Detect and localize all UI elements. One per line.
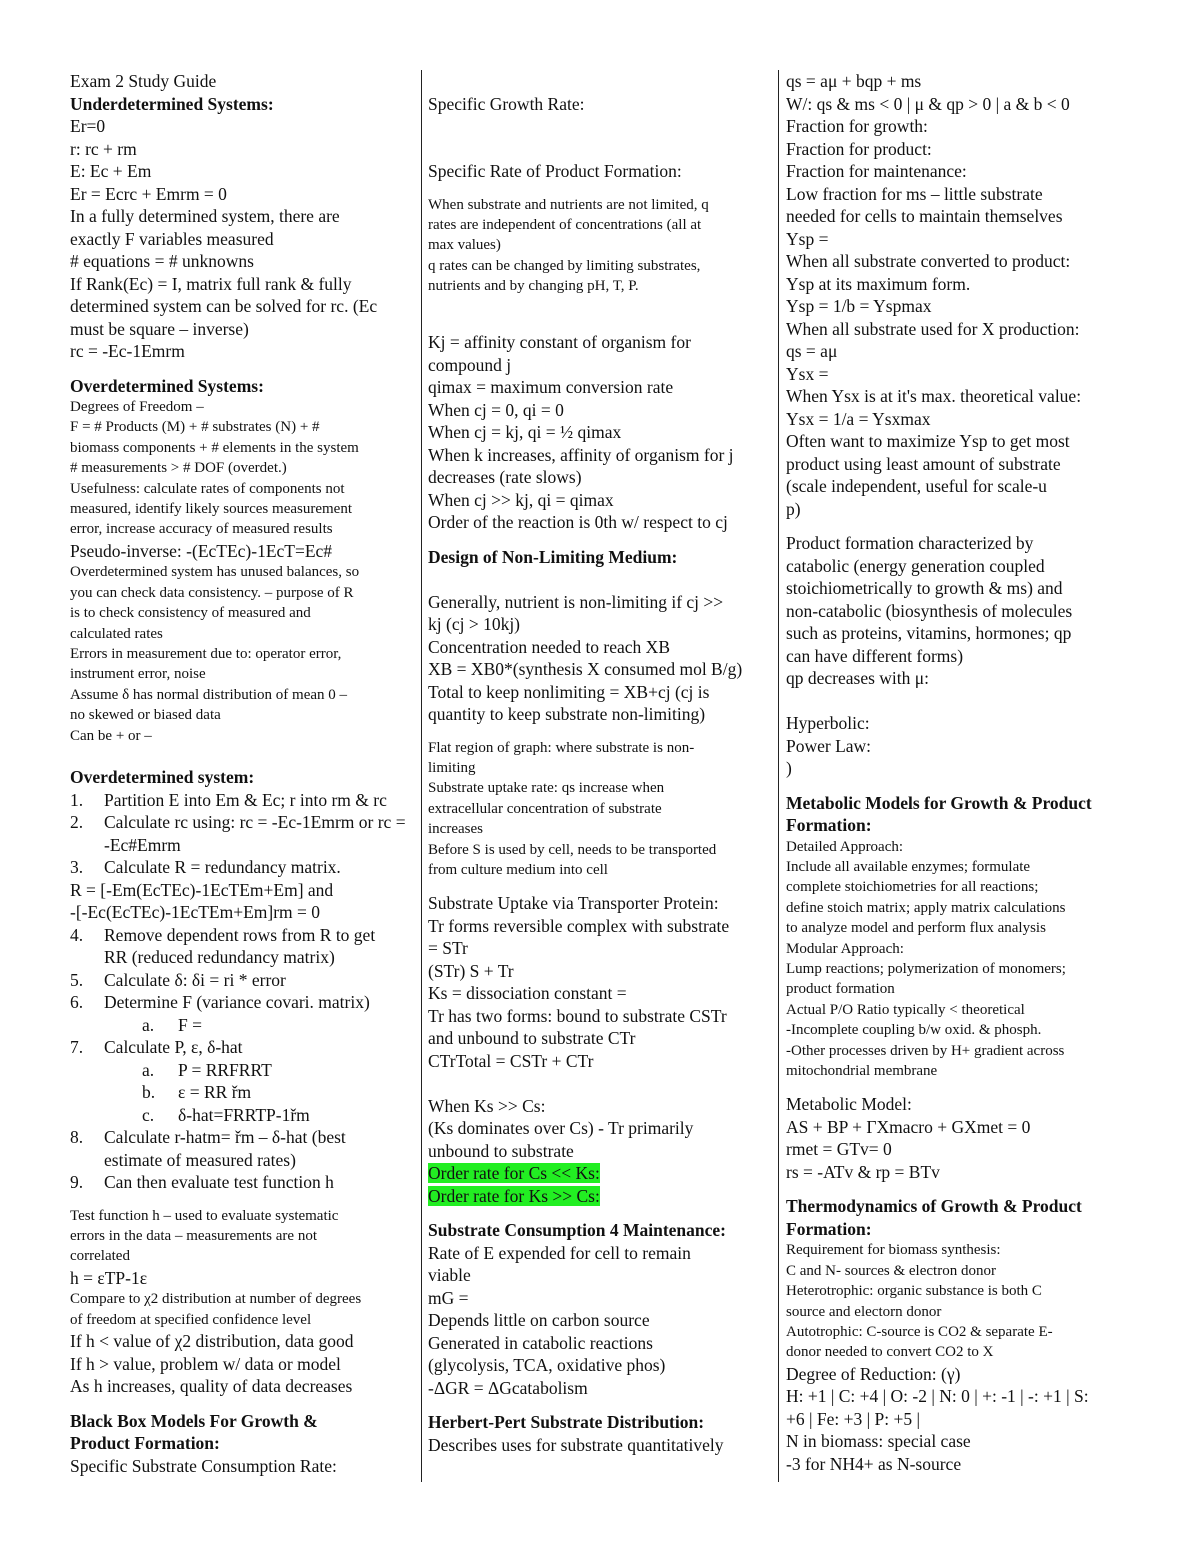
text-line: Ysx = 1/a = Ysxmax: [786, 408, 931, 429]
highlighted-line: [428, 1162, 770, 1185]
note-line: biomass components + # elements in the system: [70, 439, 359, 456]
text-line: # equations = # unknowns: [70, 251, 254, 271]
list-item-text: Calculate δ: δi = ri * error: [104, 969, 286, 990]
highlight-text: Order rate for Cs << Ks:: [428, 1163, 600, 1184]
text-line: When all substrate converted to product:: [786, 251, 1071, 271]
list-number: 3.: [70, 857, 84, 877]
text-line: mG =: [428, 1287, 469, 1308]
text-line: and unbound to substrate CTr: [428, 1028, 636, 1049]
list-number: 2.: [70, 812, 84, 832]
note-line: nutrients and by changing pH, T, P.: [428, 278, 639, 295]
list-item: [70, 1059, 415, 1082]
text-line: Ks = dissociation constant =: [428, 983, 627, 1004]
note-line: extracellular concentration of substrate: [428, 800, 662, 817]
note-line: Detailed Approach:: [786, 838, 904, 855]
text-line: When cj = kj, qi = ½ qimax: [428, 422, 622, 443]
text-line: W/: qs & ms < 0 | μ & qp > 0 | a & b < 0: [786, 93, 1070, 114]
text-line: (Ks dominates over Cs) - Tr primarily: [428, 1118, 694, 1139]
list-item: [70, 924, 415, 947]
section-heading: Substrate Consumption 4 Maintenance:: [428, 1220, 727, 1241]
blank-line: [428, 1072, 770, 1095]
list-number: 9.: [70, 1172, 84, 1192]
text-line: qs = aμ: [786, 341, 838, 361]
note-line: instrument error, noise: [70, 666, 206, 683]
text-line: Degree of Reduction: (γ): [786, 1363, 961, 1384]
text-line: In a fully determined system, there are: [70, 206, 340, 226]
list-item: [70, 1104, 415, 1127]
text-line: Er = Ecrc + Emrm = 0: [70, 183, 227, 204]
blank-line: [428, 115, 770, 138]
list-item: [70, 1081, 415, 1104]
text-line: Generated in catabolic reactions: [428, 1332, 653, 1353]
text-line: Tr forms reversible complex with substrate: [428, 915, 730, 936]
section-heading: Underdetermined Systems:: [70, 93, 274, 114]
note-line: Compare to χ2 distribution at number of degrees: [70, 1291, 362, 1308]
text-line: (STr) S + Tr: [428, 960, 514, 981]
list-item-text: δ-hat=FRRTP-1řm: [178, 1104, 310, 1125]
column-3: [786, 70, 1132, 1475]
text-line: rc = -Ec-1Emrm: [70, 341, 185, 361]
text-line: such as proteins, vitamins, hormones; qp: [786, 623, 1072, 643]
text-line: As h increases, quality of data decreases: [70, 1376, 353, 1397]
note-line: increases: [428, 821, 483, 838]
list-item-text: Determine F (variance covari. matrix): [104, 992, 370, 1012]
text-line: If h < value of χ2 distribution, data good: [70, 1331, 354, 1352]
note-line: limiting: [428, 759, 476, 776]
note-line: Can be + or –: [70, 727, 152, 744]
list-number: b.: [142, 1082, 156, 1102]
list-continuation: [70, 1149, 415, 1172]
list-item-text: estimate of measured rates): [104, 1149, 296, 1170]
text-line: unbound to substrate: [428, 1140, 574, 1161]
note-line: define stoich matrix; apply matrix calculations: [786, 899, 1066, 916]
text-line: rmet = GTv= 0: [786, 1139, 892, 1160]
note-line: Before S is used by cell, needs to be transported: [428, 841, 717, 858]
text-line: Fraction for product:: [786, 138, 932, 159]
text-line: Order of the reaction is 0th w/ respect to cj: [428, 512, 728, 533]
list-continuation: [70, 946, 415, 969]
note-line: -Incomplete coupling b/w oxid. & phosph.: [786, 1022, 1042, 1039]
note-line: # measurements > # DOF (overdet.): [70, 460, 287, 477]
text-line: Power Law:: [786, 735, 872, 756]
blank-line: [428, 297, 770, 320]
note-line: Requirement for biomass synthesis:: [786, 1242, 1001, 1259]
text-line: rs = -ATv & rp = BTv: [786, 1161, 940, 1182]
list-item-text: P = RRFRRT: [178, 1059, 272, 1080]
text-line: kj (cj > 10kj): [428, 614, 521, 635]
text-line: +6 | Fe: +3 | P: +5 |: [786, 1408, 920, 1429]
text-line: CTrTotal = CSTr + CTr: [428, 1050, 594, 1071]
text-line: Low fraction for ms – little substrate: [786, 183, 1043, 204]
text-line: product using least amount of substrate: [786, 453, 1061, 474]
highlighted-line: [428, 1185, 770, 1208]
list-number: 5.: [70, 969, 84, 990]
list-number: a.: [142, 1059, 155, 1080]
note-line: Errors in measurement due to: operator error,: [70, 645, 342, 662]
list-item: [70, 1036, 415, 1059]
text-line: Product formation characterized by: [786, 533, 1034, 553]
text-line: Exam 2 Study Guide: [70, 71, 217, 91]
text-line: qimax = maximum conversion rate: [428, 377, 674, 398]
list-item: [70, 856, 415, 879]
text-line: H: +1 | C: +4 | O: -2 | N: 0 | +: -1 | -: +1 | S:: [786, 1386, 1089, 1407]
note-line: Substrate uptake rate: qs increase when: [428, 780, 665, 797]
section-heading: Thermodynamics of Growth & Product: [786, 1196, 1082, 1217]
text-line: must be square – inverse): [70, 318, 249, 339]
list-continuation: [70, 834, 415, 857]
note-line: Overdetermined system has unused balances, so: [70, 564, 360, 581]
text-line: Describes uses for substrate quantitatively: [428, 1434, 724, 1455]
note-line: Heterotrophic: organic substance is both C: [786, 1283, 1042, 1300]
text-line: catabolic (energy generation coupled: [786, 555, 1045, 576]
list-item: [70, 1171, 415, 1194]
text-line: quantity to keep substrate non-limiting): [428, 704, 706, 725]
text-line: Metabolic Model:: [786, 1094, 912, 1115]
text-line: Fraction for maintenance:: [786, 161, 967, 181]
text-line: (scale independent, useful for scale-u: [786, 476, 1047, 496]
text-line: Often want to maximize Ysp to get most: [786, 431, 1070, 451]
text-line: can have different forms): [786, 645, 964, 666]
note-line: Modular Approach:: [786, 940, 904, 957]
text-line: Ysp = 1/b = Yspmax: [786, 296, 932, 316]
text-line: Substrate Uptake via Transporter Protein:: [428, 893, 719, 914]
highlight-text: Order rate for Ks >> Cs:: [428, 1185, 600, 1206]
text-line: -[-Ec(EcTEc)-1EcTEm+Em]rm = 0: [70, 902, 321, 922]
list-item-text: -Ec#Emrm: [104, 834, 181, 855]
list-number: 1.: [70, 789, 84, 810]
text-line: = STr: [428, 938, 468, 959]
text-line: decreases (rate slows): [428, 467, 582, 488]
text-line: -ΔGR = ΔGcatabolism: [428, 1377, 588, 1398]
list-item-text: Calculate R = redundancy matrix.: [104, 857, 341, 877]
list-item: [70, 1126, 415, 1149]
blank-line: [786, 690, 1132, 713]
list-item: [70, 811, 415, 834]
text-line: Generally, nutrient is non-limiting if cj >>: [428, 591, 724, 612]
text-line: R = [-Em(EcTEc)-1EcTEm+Em] and: [70, 879, 334, 900]
note-line: C and N- sources & electron donor: [786, 1262, 996, 1279]
note-line: is to check consistency of measured and: [70, 605, 311, 622]
list-item-text: Partition E into Em & Ec; r into rm & rc: [104, 789, 387, 810]
list-item-text: Calculate P, ε, δ-hat: [104, 1037, 243, 1057]
text-line: Ysp =: [786, 228, 829, 249]
note-line: mitochondrial membrane: [786, 1062, 938, 1079]
list-item: [70, 789, 415, 812]
note-line: Autotrophic: C-source is CO2 & separate E-: [786, 1324, 1053, 1340]
list-item-text: Calculate r-hatm= řm – δ-hat (best: [104, 1127, 346, 1147]
list-number: 8.: [70, 1127, 84, 1147]
blank-line: [428, 568, 770, 591]
text-line: qs = aμ + bqp + ms: [786, 71, 922, 91]
text-line: AS + BP + ΓXmacro + GXmet = 0: [786, 1116, 1031, 1137]
text-line: When all substrate used for X production:: [786, 318, 1080, 339]
note-line: correlated: [70, 1248, 130, 1265]
text-line: Specific Rate of Product Formation:: [428, 161, 682, 181]
text-line: viable: [428, 1265, 471, 1286]
note-line: you can check data consistency. – purpose of R: [70, 584, 354, 601]
list-item-text: Remove dependent rows from R to get: [104, 924, 376, 945]
list-number: 4.: [70, 924, 84, 945]
list-item: [70, 991, 415, 1014]
list-item-text: RR (reduced redundancy matrix): [104, 947, 335, 967]
text-line: Er=0: [70, 116, 106, 136]
note-line: measured, identify likely sources measurement: [70, 501, 352, 518]
note-line: donor needed to convert CO2 to X: [786, 1344, 994, 1361]
text-line: ): [786, 758, 792, 778]
note-line: Include all available enzymes; formulate: [786, 858, 1031, 875]
list-item: [70, 1014, 415, 1037]
note-line: to analyze model and perform flux analysis: [786, 920, 1046, 937]
text-line: determined system can be solved for rc. (Ec: [70, 296, 378, 316]
text-line: Pseudo-inverse: -(EcTEc)-1EcT=Ec#: [70, 540, 333, 561]
section-heading: Herbert-Pert Substrate Distribution:: [428, 1412, 705, 1433]
list-item-text: ε = RR řm: [178, 1082, 252, 1102]
column-divider: [778, 70, 779, 1482]
text-line: When cj >> kj, qi = qimax: [428, 489, 614, 510]
text-line: qp decreases with μ:: [786, 668, 930, 688]
text-line: N in biomass: special case: [786, 1431, 971, 1452]
text-line: Kj = affinity constant of organism for: [428, 332, 691, 353]
list-item: [70, 969, 415, 992]
text-line: Ysx =: [786, 363, 829, 384]
note-line: Test function h – used to evaluate systematic: [70, 1207, 339, 1224]
list-number: a.: [142, 1014, 155, 1035]
text-line: compound j: [428, 354, 512, 375]
column-1: [70, 70, 415, 1477]
text-line: h = εTP-1ε: [70, 1267, 148, 1288]
text-line: Concentration needed to reach XB: [428, 636, 670, 657]
text-line: When k increases, affinity of organism for j: [428, 444, 734, 465]
text-line: Fraction for growth:: [786, 116, 928, 136]
note-line: calculated rates: [70, 625, 163, 642]
note-line: errors in the data – measurements are not: [70, 1227, 317, 1244]
note-line: rates are independent of concentrations (all at: [428, 216, 702, 233]
text-line: Depends little on carbon source: [428, 1310, 650, 1331]
text-line: r: rc + rm: [70, 138, 137, 159]
text-line: Total to keep nonlimiting = XB+cj (cj is: [428, 681, 710, 702]
note-line: source and electorn donor: [786, 1303, 942, 1320]
note-line: error, increase accuracy of measured results: [70, 521, 333, 538]
column-2: [428, 70, 770, 1456]
text-line: exactly F variables measured: [70, 228, 274, 249]
section-heading: Overdetermined Systems:: [70, 375, 264, 396]
blank-line: [428, 70, 770, 93]
note-line: product formation: [786, 981, 895, 998]
note-line: of freedom at specified confidence level: [70, 1311, 312, 1328]
text-line: When cj = 0, qi = 0: [428, 399, 564, 420]
text-line: non-catabolic (biosynthesis of molecules: [786, 600, 1073, 621]
text-line: Tr has two forms: bound to substrate CSTr: [428, 1005, 727, 1026]
note-line: Usefulness: calculate rates of components not: [70, 480, 345, 497]
note-line: F = # Products (M) + # substrates (N) + #: [70, 419, 320, 436]
note-line: complete stoichiometries for all reactions;: [786, 879, 1039, 896]
text-line: Rate of E expended for cell to remain: [428, 1242, 691, 1263]
note-line: from culture medium into cell: [428, 861, 608, 878]
list-number: 7.: [70, 1037, 84, 1057]
note-line: no skewed or biased data: [70, 707, 221, 724]
section-heading: Black Box Models For Growth &: [70, 1410, 318, 1431]
text-line: Ysp at its maximum form.: [786, 273, 971, 294]
note-line: q rates can be changed by limiting substrates,: [428, 257, 701, 274]
section-heading: Formation:: [786, 1218, 872, 1239]
section-heading: Overdetermined system:: [70, 767, 255, 787]
text-line: -3 for NH4+ as N-source: [786, 1453, 962, 1474]
text-line: p): [786, 498, 801, 519]
text-line: E: Ec + Em: [70, 161, 152, 181]
text-line: Specific Growth Rate:: [428, 93, 585, 114]
column-divider: [421, 70, 422, 1482]
text-line: Hyperbolic:: [786, 713, 870, 733]
text-line: When Ysx is at it's max. theoretical value:: [786, 386, 1082, 406]
note-line: Assume δ has normal distribution of mean 0 –: [70, 686, 348, 703]
text-line: stoichiometrically to growth & ms) and: [786, 578, 1063, 598]
text-line: If h > value, problem w/ data or model: [70, 1353, 341, 1374]
text-line: XB = XB0*(synthesis X consumed mol B/g): [428, 659, 743, 680]
note-line: Degrees of Freedom –: [70, 399, 204, 415]
note-line: Lump reactions; polymerization of monomers;: [786, 960, 1066, 977]
text-line: If Rank(Ec) = I, matrix full rank & fully: [70, 273, 352, 294]
text-line: (glycolysis, TCA, oxidative phos): [428, 1355, 666, 1376]
note-line: -Other processes driven by H+ gradient across: [786, 1042, 1065, 1059]
list-item-text: F =: [178, 1014, 202, 1035]
list-item-text: Can then evaluate test function h: [104, 1172, 334, 1192]
text-line: Specific Substrate Consumption Rate:: [70, 1455, 337, 1476]
note-line: max values): [428, 237, 501, 254]
note-line: Actual P/O Ratio typically < theoretical: [786, 1001, 1025, 1018]
note-line: Flat region of graph: where substrate is non-: [428, 739, 695, 756]
section-heading: Metabolic Models for Growth & Product: [786, 792, 1092, 813]
blank-line: [428, 138, 770, 161]
note-line: When substrate and nutrients are not limited, q: [428, 196, 709, 213]
list-number: 6.: [70, 992, 84, 1012]
section-heading: Design of Non-Limiting Medium:: [428, 546, 678, 567]
text-line: needed for cells to maintain themselves: [786, 206, 1063, 226]
text-line: When Ks >> Cs:: [428, 1095, 546, 1116]
section-heading: Formation:: [786, 815, 872, 835]
list-item-text: Calculate rc using: rc = -Ec-1Emrm or rc =: [104, 812, 406, 832]
section-heading: Product Formation:: [70, 1433, 220, 1454]
list-number: c.: [142, 1104, 155, 1125]
